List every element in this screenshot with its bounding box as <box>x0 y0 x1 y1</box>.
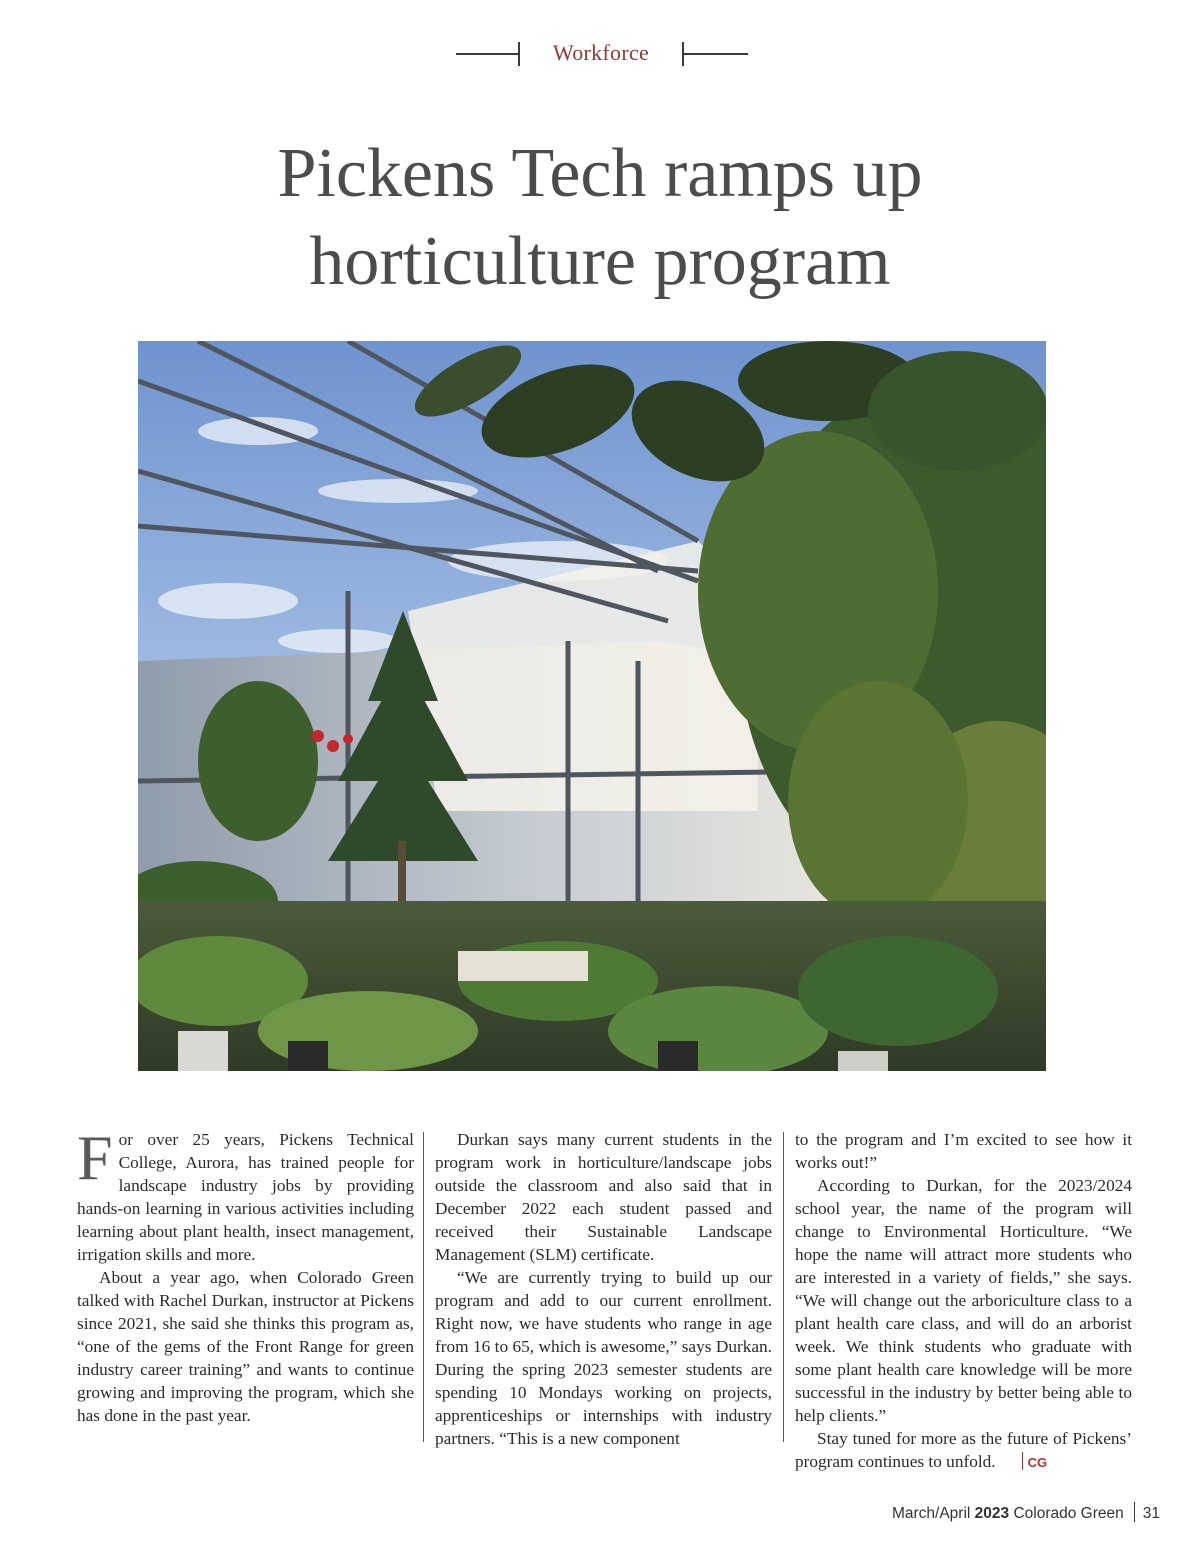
article-paragraph <box>77 1122 414 1266</box>
article-paragraph: “We are currently trying to build up our program and add to our current enrollment. Right now, we have students who range in age from 16 to 65, which is awesome,” says Durkan. During the spring 2023 semester students are spending 10 Mondays working on projects, apprenticeships or internships with industry partners. “This is a new component <box>435 1268 772 1448</box>
article-column-2 <box>435 1128 772 1450</box>
end-mark <box>1000 1450 1048 1474</box>
section-label: Workforce <box>552 40 650 65</box>
drop-cap: F <box>77 1122 113 1193</box>
column-divider <box>423 1132 424 1442</box>
article-column-3 <box>795 1128 1132 1474</box>
article-paragraph: Durkan says many current students in the program work in horticulture/landscape jobs outside the classroom and also said that in December 2022 each student passed and received their Sustainable Landscape Management (SLM) certificate. <box>435 1130 772 1264</box>
column-divider <box>783 1132 784 1442</box>
article-paragraph: About a year ago, when Colorado Green talked with Rachel Durkan, instructor at Pickens since 2021, she said she thinks this program as, “one of the gems of the Front Range for green industry career training” and wants to continue growing and improving the program, which she has done in the past year. <box>77 1268 414 1425</box>
page-footer <box>760 1502 1160 1523</box>
footer-year: 2023 <box>974 1505 1010 1522</box>
section-rule-right <box>684 53 748 55</box>
footer-magazine: Colorado Green <box>1013 1505 1124 1522</box>
footer-issue: March/April <box>891 1505 971 1522</box>
page-number: 31 <box>1142 1505 1160 1522</box>
end-mark-logo: CG <box>1027 1455 1048 1470</box>
article-paragraph-text: Stay tuned for more as the future of Pickens’ program continues to unfold. <box>795 1429 1132 1471</box>
greenhouse-photo <box>138 341 1046 1071</box>
article-paragraph: According to Durkan, for the 2023/2024 school year, the name of the program will change to Environmental Horticulture. “We hope the name will attract more students who are interested in a variety of fields,” she says. “We will change out the arboriculture class to a plant health care class, and will do an arborist week. We think students who graduate with some plant health care knowledge will be more successful in the industry by better being able to help clients.” <box>795 1176 1132 1425</box>
article-title <box>150 130 1050 306</box>
article-paragraph-text: or over 25 years, Pickens Technical College, Aurora, has trained people for landscape industry jobs by providing hands-on learning in various activities including learning about plant health, insect management, irrigation skills and more. <box>77 1130 414 1264</box>
section-header <box>0 38 1200 72</box>
section-rule-left <box>456 53 520 55</box>
footer-divider <box>1134 1502 1135 1522</box>
end-mark-bar <box>1022 1452 1023 1470</box>
article-paragraph: to the program and I’m excited to see how it works out!” <box>795 1130 1132 1172</box>
article-title-line-1: Pickens Tech ramps up <box>277 135 923 212</box>
article-paragraph <box>795 1427 1132 1474</box>
article-title-line-2: horticulture program <box>309 223 891 300</box>
article-column-1 <box>77 1122 414 1427</box>
